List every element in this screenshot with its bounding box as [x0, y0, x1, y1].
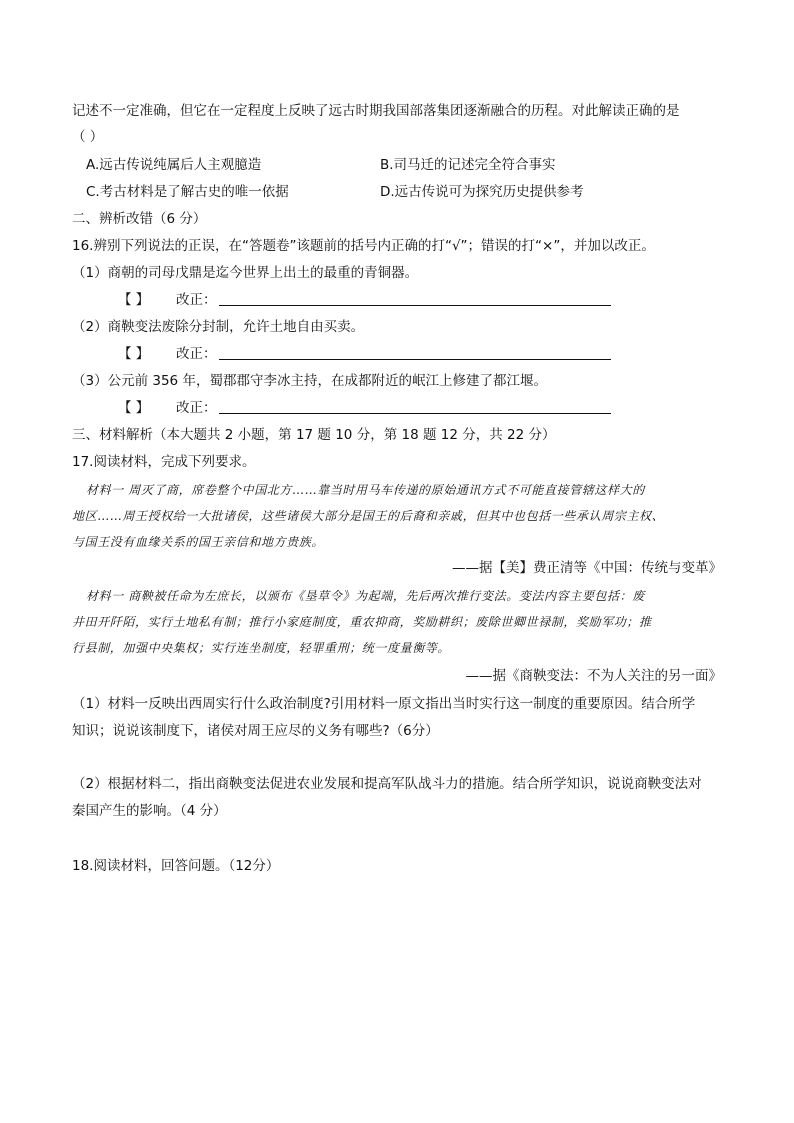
q15-option-d: D.远古传说可为探究历史提供参考: [380, 184, 584, 200]
q16-item1-answer-row: [118, 290, 611, 310]
section2-heading: 二、辨析改错（6 分）: [72, 211, 207, 227]
q15-option-c: C.考古材料是了解古史的唯一依据: [86, 184, 289, 200]
q17-part1-line1: （1）材料一反映出西周实行什么政治制度?引用材料一原文指出当时实行这一制度的重要原因。结合所学: [72, 696, 696, 712]
q16-item2-answer-row: [118, 344, 611, 364]
q16-instruction: 16.辨别下列说法的正误，在“答题卷”该题前的括号内正确的打“√”；错误的打“×”，并加以改正。: [72, 238, 655, 254]
material1-line2: 地区……周王授权给一大批诸侯，这些诸侯大部分是国王的后裔和亲戚，但其中也包括一些承认周宗主权、: [72, 509, 665, 523]
material1-source: ——据【美】费正清等《中国：传统与变革》: [452, 560, 722, 576]
q17-part2-line1: （2）根据材料二，指出商鞅变法促进农业发展和提高军队战斗力的措施。结合所学知识，说说商鞅变法对: [72, 776, 702, 792]
material2-line3: 行县制，加强中央集权；实行连坐制度，轻罪重刑；统一度量衡等。: [72, 641, 451, 655]
q17-title: 17.阅读材料，完成下列要求。: [72, 454, 256, 470]
q15-stem-line2: （ ）: [72, 129, 104, 145]
q16-item3-answer-line[interactable]: [219, 399, 611, 414]
material2-source: ——据《商鞅变法：不为人关注的另一面》: [465, 668, 722, 684]
q16-item1-text: （1）商朝的司母戊鼎是迄今世界上出土的最重的青铜器。: [72, 265, 419, 281]
material1-line1: 材料一 周灭了商，席卷整个中国北方……靠当时用马车传递的原始通讯方式不可能直接管辖这样大的: [86, 483, 645, 497]
q16-item1-answer-line[interactable]: [219, 291, 611, 306]
material2-line1: 材料一 商鞅被任命为左庶长，以颁布《垦草令》为起端，先后两次推行变法。变法内容主要包括：废: [86, 589, 645, 603]
q16-item2-correction-label: 改正：: [176, 346, 217, 362]
q16-item2-bracket[interactable]: 【 】: [118, 346, 150, 362]
material1-line3: 与国王没有血缘关系的国王亲信和地方贵族。: [72, 535, 325, 549]
q16-item2-answer-line[interactable]: [219, 345, 611, 360]
q16-item3-bracket[interactable]: 【 】: [118, 400, 150, 416]
q16-item3-answer-row: [118, 398, 611, 418]
material2-line2: 井田开阡陌，实行土地私有制；推行小家庭制度，重农抑商，奖励耕织；废除世卿世禄制，奖励军功；推: [72, 615, 652, 629]
section3-heading: 三、材料解析（本大题共 2 小题，第 17 题 10 分，第 18 题 12 分，共 22 分）: [72, 427, 556, 443]
q16-item1-correction-label: 改正：: [176, 292, 217, 308]
q16-item3-correction-label: 改正：: [176, 400, 217, 416]
q16-item1-bracket[interactable]: 【 】: [118, 292, 150, 308]
q15-option-a: A.远古传说纯属后人主观臆造: [86, 157, 262, 173]
q16-item2-text: （2）商鞅变法废除分封制，允许土地自由买卖。: [72, 319, 365, 335]
q17-part2-line2: 秦国产生的影响。（4 分）: [72, 803, 227, 819]
q15-option-b: B.司马迁的记述完全符合事实: [380, 157, 556, 173]
q17-part1-line2: 知识；说说该制度下，诸侯对周王应尽的义务有哪些?（6分）: [72, 723, 439, 739]
q16-item3-text: （3）公元前 356 年，蜀郡郡守李冰主持，在成都附近的岷江上修建了都江堰。: [72, 373, 547, 389]
q15-stem-line1: 记述不一定准确，但它在一定程度上反映了远古时期我国部落集团逐渐融合的历程。对此解读正确的是: [72, 103, 680, 119]
q18-title: 18.阅读材料，回答问题。（12分）: [72, 858, 280, 874]
